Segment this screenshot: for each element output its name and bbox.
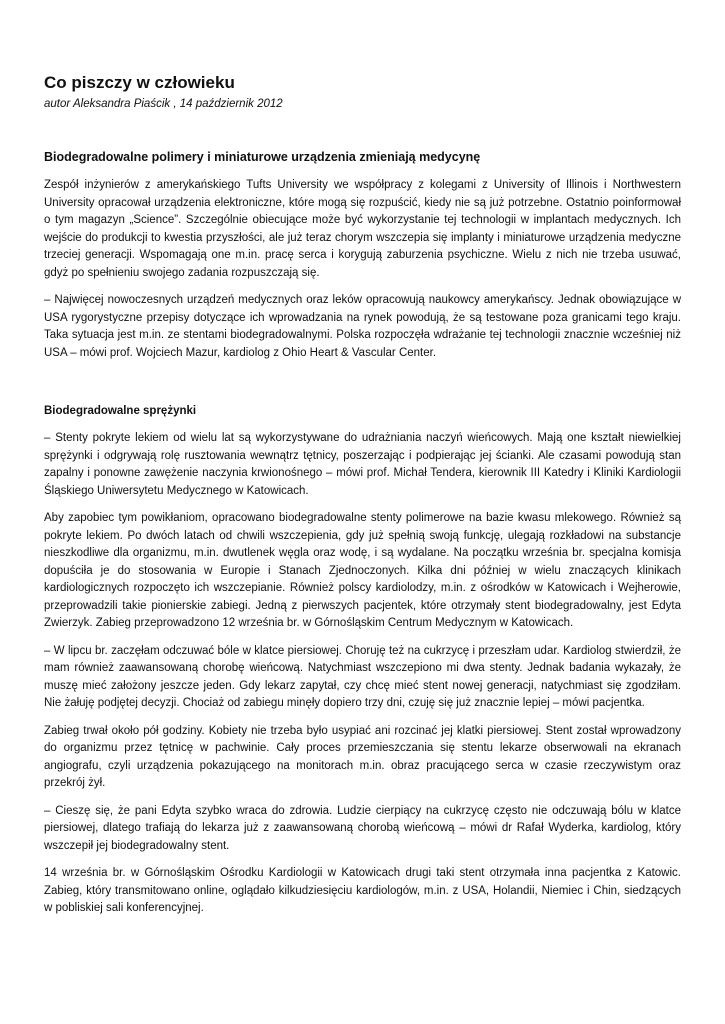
paragraph: Zabieg trwał około pół godziny. Kobiety nie trzeba było usypiać ani rozcinać jej klatki piersiowej. Stent został wprowadzony do organizmu przez tętnicę w pachwinie. Cały proces przemieszczania się stentu lekarze obserwowali na ekranach angiografu, czyli urządzenia pokazującego na monitorach m.in. obraz pracującego serca w czasie rzeczywistym oraz przekrój żył. (44, 724, 681, 789)
section-heading-springs: Biodegradowalne sprężynki (44, 405, 197, 417)
paragraph: – Najwięcej nowoczesnych urządzeń medycznych oraz leków opracowują naukowcy amerykańscy. Jednak obowiązujące w USA rygorystyczne przepisy dotyczące ich wprowadzania na rynek powodują, że są testowane poza granicami tego kraju. Taka sytuacja jest m.in. ze stentami biodegradowalnymi. Polska rozpoczęła wdrażanie tej technologii znacznie wcześniej niż USA – mówi prof. Wojciech Mazur, kardiolog z Ohio Heart & Vascular Center. (44, 294, 681, 359)
paragraph: Aby zapobiec tym powikłaniom, opracowano biodegradowalne stenty polimerowe na bazie kwasu mlekowego. Również są pokryte lekiem. Po dwóch latach od chwili wszczepienia, gdy już spełnią swoją funkcję, ulegają rozkładowi na substancje nieszkodliwe dla organizmu, m.in. dwutlenek węgla oraz wodę, i są wydalane. Na początku września br. specjalna komisja dopuściła je do stosowania w Europie i Stanach Zjednoczonych. Kilka dni później w wielu znaczących klinikach kardiologicznych rozpoczęto ich wszczepianie. Również polscy kardiolodzy, m.in. z ośrodków w Katowicach i Wejherowie, przeprowadzili takie pionierskie zabiegi. Jedną z pierwszych pacjentek, które otrzymały stent biodegradowalny, jest Edyta Zwierzyk. Zabieg przeprowadzono 12 września br. w Górnośląskim Centrum Medycznym w Katowicach. (44, 512, 681, 629)
article-byline: autor Aleksandra Piaścik , 14 październik 2012 (44, 98, 283, 110)
paragraph: – Stenty pokryte lekiem od wielu lat są wykorzystywane do udrażniania naczyń wieńcowych. Mają one kształt niewielkiej sprężynki i odgrywają rolę rusztowania wewnątrz tętnicy, poszerzając i podpierając jej ścianki. Ale czasami powodują stan zapalny i ponowne zawężenie naczynia krwionośnego – mówi prof. Michał Tendera, kierownik III Katedry i Kliniki Kardiologii Śląskiego Uniwersytetu Medycznego w Katowicach. (44, 432, 681, 497)
paragraph: Zespół inżynierów z amerykańskiego Tufts University we współpracy z kolegami z University of Illinois i Northwestern University opracował urządzenia elektroniczne, które mogą się rozpuścić, kiedy nie są już potrzebne. Ostatnio poinformował o tym magazyn „Science”. Szczególnie obiecujące może być wykorzystanie tej technologii w implantach medycznych. Ich wejście do produkcji to kwestia przyszłości, ale już teraz chorym wszczepia się implanty i miniaturowe urządzenia medyczne trzeciej generacji. Wspomagają one m.in. pracę serca i korygują zaburzenia psychiczne. Wielu z nich nie trzeba usuwać, gdyż po spełnieniu swojego zadania rozpuszczają się. (44, 179, 681, 279)
article-title: Co piszczy w człowieku (44, 73, 235, 92)
article-page (44, 72, 681, 918)
paragraph: – W lipcu br. zaczęłam odczuwać bóle w klatce piersiowej. Choruję też na cukrzycę i przeszłam udar. Kardiolog stwierdził, że mam również zaawansowaną chorobę wieńcową. Natychmiast wszczepiono mi dwa stenty. Jednak badania wykazały, że muszę mieć założony jeszcze jeden. Gdy lekarz zapytał, czy chcę mieć stent nowej generacji, natychmiast się zgodziłam. Nie żałuję podjętej decyzji. Chociaż od zabiegu minęły dopiero trzy dni, czuję się już znacznie lepiej – mówi pacjentka. (44, 644, 681, 709)
section-heading-polymers: Biodegradowalne polimery i miniaturowe urządzenia zmieniają medycynę (44, 150, 481, 164)
paragraph: – Cieszę się, że pani Edyta szybko wraca do zdrowia. Ludzie cierpiący na cukrzycę często nie odczuwają bólu w klatce piersiowej, dlatego trafiają do lekarza już z zaawansowaną chorobą wieńcową – mówi dr Rafał Wyderka, kardiolog, który wszczepił jej biodegradowalny stent. (44, 804, 681, 852)
paragraph: 14 września br. w Górnośląskim Ośrodku Kardiologii w Katowicach drugi taki stent otrzymała inna pacjentka z Katowic. Zabieg, który transmitowano online, oglądało kilkudziesięciu kardiologów, m.in. z USA, Holandii, Niemiec i Chin, siedzących w pobliskiej sali konferencyjnej. (44, 867, 681, 914)
